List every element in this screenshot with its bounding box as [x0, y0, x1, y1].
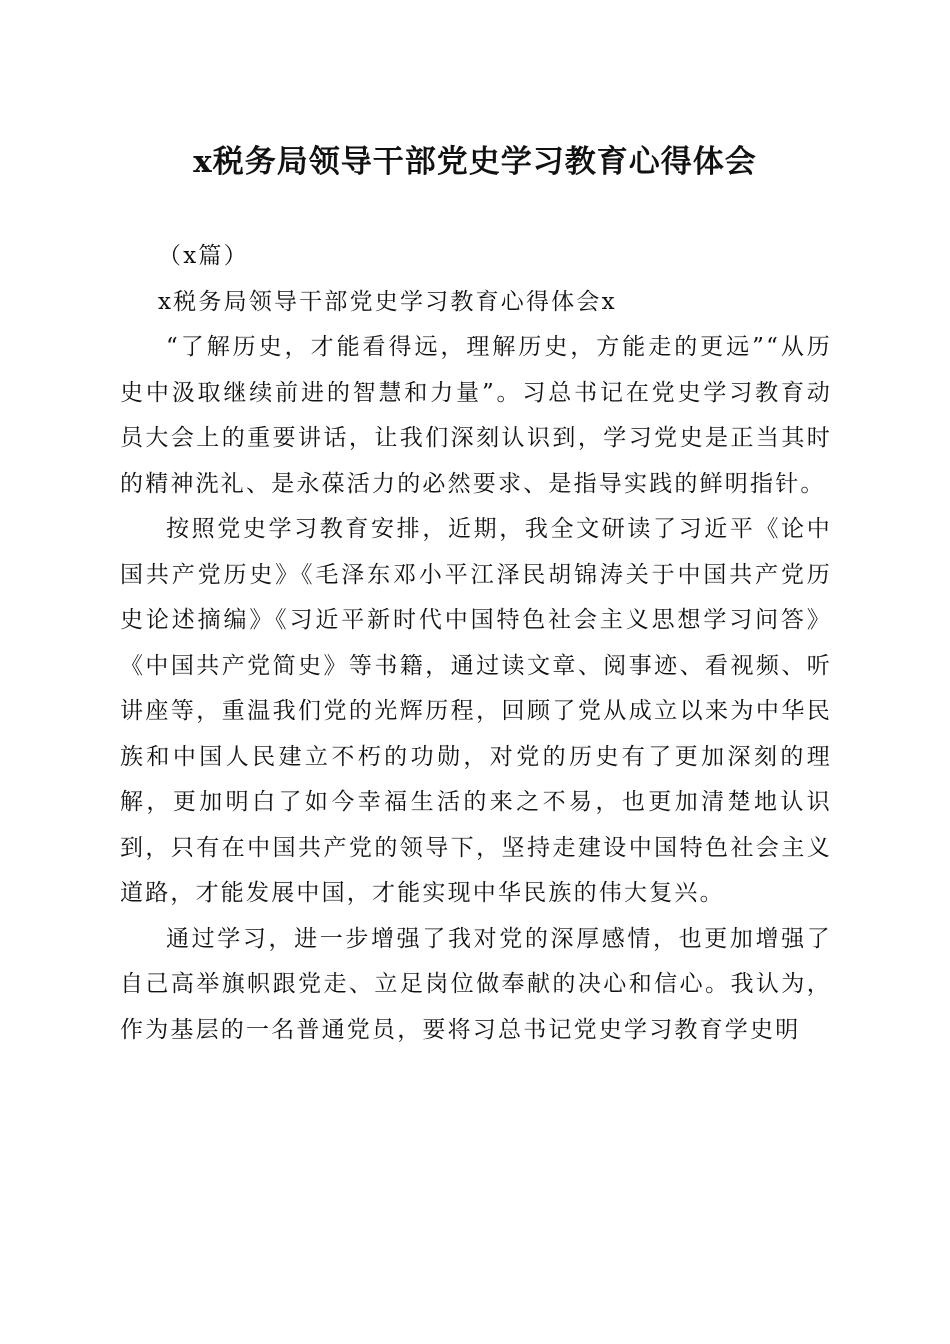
section-label: （x篇）: [158, 243, 249, 269]
paragraph-2: 按照党史学习教育安排，近期，我全文研读了习近平《论中国共产党历史》《毛泽东邓小平江泽民胡锦涛关于中国共产党历史论述摘编》《习近平新时代中国特色社会主义思想学习问答》《中国共产党简史》等书籍，通过读文章、阅事迹、看视频、听讲座等，重温我们党的光辉历程，回顾了党从成立以来为中华民族和中国人民建立不朽的功勋，对党的历史有了更加深刻的理解，更加明白了如今幸福生活的来之不易，也更加清楚地认识到，只有在中国共产党的领导下，坚持走建设中国特色社会主义道路，才能发展中国，才能实现中华民族的伟大复兴。: [120, 516, 832, 906]
document-subtitle: x税务局领导干部党史学习教育心得体会x: [158, 288, 617, 315]
document-title: x税务局领导干部党史学习教育心得体会: [193, 144, 757, 180]
document-body: [120, 234, 832, 1053]
paragraph-1: “了解历史，才能看得远，理解历史，方能走的更远”“从历史中汲取继续前进的智慧和力量”。习总书记在党史学习教育动员大会上的重要讲话，让我们深刻认识到，学习党史是正当其时的精神洗礼、是永葆活力的必然要求、是指导实践的鲜明指针。: [120, 334, 832, 497]
paragraph-3: 通过学习，进一步增强了我对党的深厚感情，也更加增强了自己高举旗帜跟党走、立足岗位做奉献的决心和信心。我认为，作为基层的一名普通党员，要将习总书记党史学习教育学史明: [120, 925, 832, 1043]
